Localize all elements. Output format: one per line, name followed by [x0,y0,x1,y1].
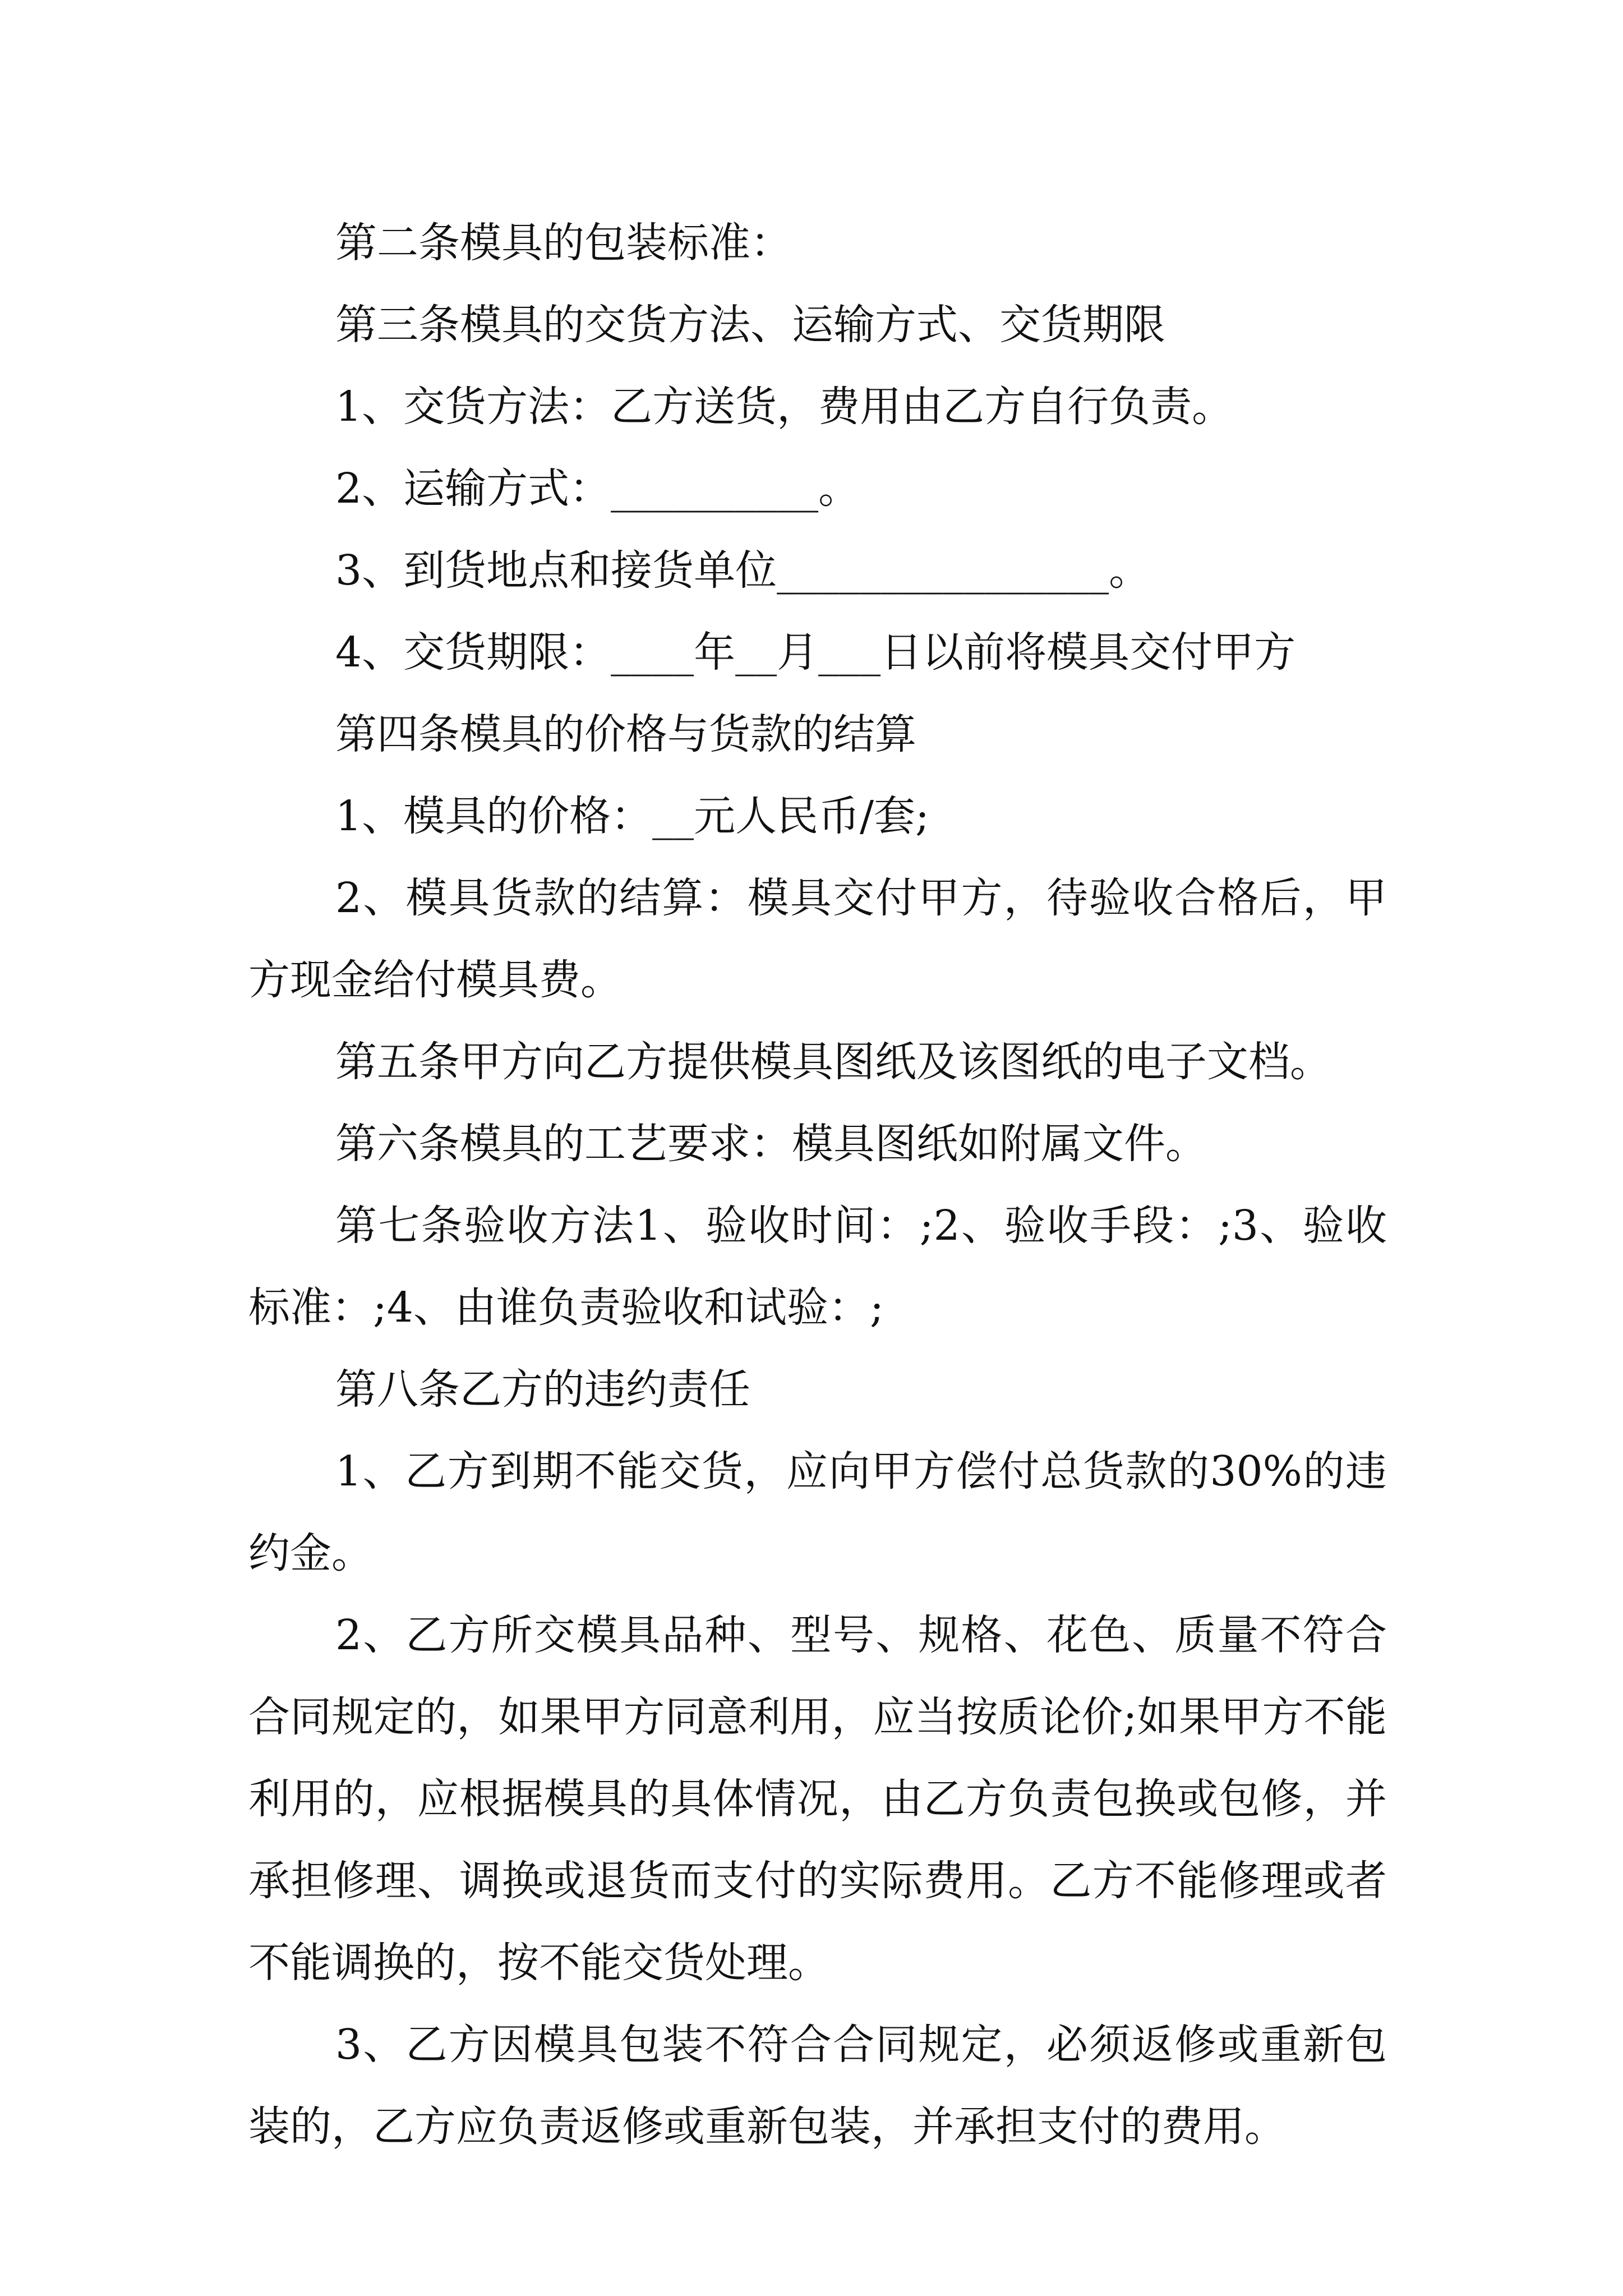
clause-4-item-2: 2、模具货款的结算：模具交付甲方，待验收合格后，甲方现金给付模具费。 [248,874,1387,1004]
clause-8-item-1: 1、乙方到期不能交货，应向甲方偿付总货款的30%的违约金。 [248,1447,1387,1577]
clause-3-item-4: 4、交货期限：____年__月___日以前将模具交付甲方 [335,628,1296,677]
clause-5: 第五条甲方向乙方提供模具图纸及该图纸的电子文档。 [335,1038,1331,1086]
clause-2-heading: 第二条模具的包装标准： [335,219,792,267]
clause-3-item-2: 2、运输方式：__________。 [335,464,860,513]
clause-4-item-1: 1、模具的价格：__元人民币/套; [335,792,929,840]
clause-3-heading: 第三条模具的交货方法、运输方式、交货期限 [335,301,1165,349]
clause-3-item-1: 1、交货方法：乙方送货，费用由乙方自行负责。 [335,383,1234,431]
clause-8-item-2: 2、乙方所交模具品种、型号、规格、花色、质量不符合合同规定的，如果甲方同意利用，应当按质论价;如果甲方不能利用的，应根据模具的具体情况，由乙方负责包换或包修，并承担修理、调换或退货而支付的实际费用。乙方不能修理或者不能调换的，按不能交货处理。 [248,1611,1387,1987]
document-body [248,202,1387,2168]
clause-8-heading: 第八条乙方的违约责任 [335,1365,750,1414]
clause-8-item-3: 3、乙方因模具包装不符合合同规定，必须返修或重新包装的，乙方应负责返修或重新包装，并承担支付的费用。 [248,2021,1387,2151]
clause-7: 第七条验收方法1、验收时间：;2、验收手段：;3、验收标准：;4、由谁负责验收和试验：; [248,1202,1387,1332]
clause-3-item-3: 3、到货地点和接货单位________________。 [335,546,1151,595]
clause-6: 第六条模具的工艺要求：模具图纸如附属文件。 [335,1120,1207,1168]
clause-4-heading: 第四条模具的价格与货款的结算 [335,710,916,758]
